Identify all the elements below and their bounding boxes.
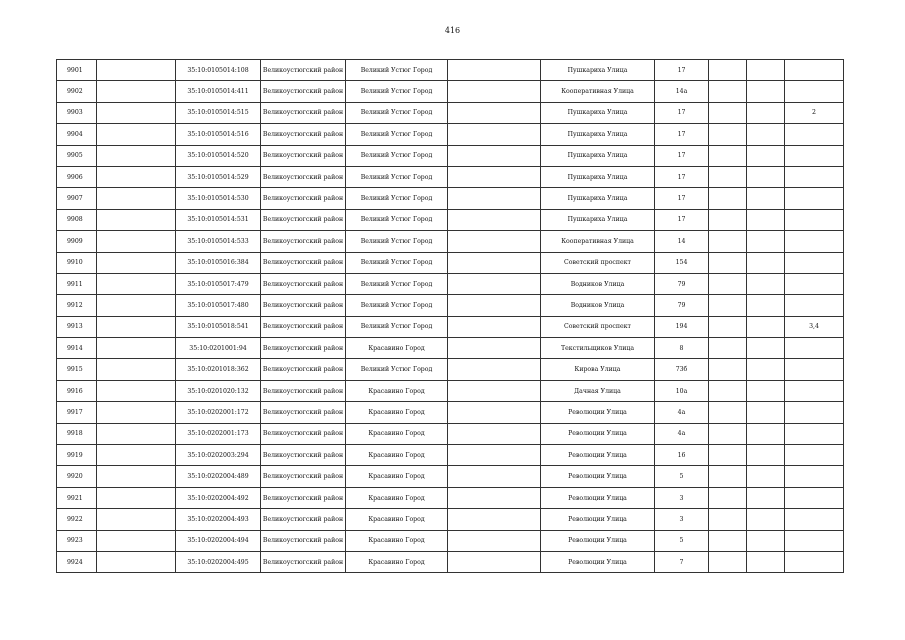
empty-cell bbox=[709, 273, 747, 294]
district-cell: Великоустюгский район bbox=[261, 166, 346, 187]
empty-cell bbox=[448, 338, 541, 359]
settlement-cell: Великий Устюг Город bbox=[346, 145, 448, 166]
empty-cell bbox=[709, 402, 747, 423]
house-number-cell: 8 bbox=[655, 338, 709, 359]
empty-cell bbox=[709, 380, 747, 401]
street-cell: Водников Улица bbox=[541, 295, 655, 316]
empty-cell bbox=[448, 509, 541, 530]
district-cell: Великоустюгский район bbox=[261, 509, 346, 530]
table-row bbox=[57, 530, 844, 551]
empty-cell bbox=[709, 188, 747, 209]
empty-cell bbox=[97, 231, 176, 252]
empty-cell bbox=[747, 530, 785, 551]
settlement-cell: Великий Устюг Город bbox=[346, 166, 448, 187]
district-cell: Великоустюгский район bbox=[261, 551, 346, 572]
empty-cell bbox=[709, 466, 747, 487]
apartment-cell bbox=[785, 487, 844, 508]
empty-cell bbox=[97, 188, 176, 209]
table-row bbox=[57, 316, 844, 337]
empty-cell bbox=[747, 466, 785, 487]
house-number-cell: 5 bbox=[655, 466, 709, 487]
empty-cell bbox=[97, 273, 176, 294]
cadastral-number-cell: 35:10:0105014:516 bbox=[176, 124, 261, 145]
district-cell: Великоустюгский район bbox=[261, 145, 346, 166]
house-number-cell: 17 bbox=[655, 145, 709, 166]
empty-cell bbox=[709, 145, 747, 166]
apartment-cell bbox=[785, 188, 844, 209]
empty-cell bbox=[448, 188, 541, 209]
table-row bbox=[57, 209, 844, 230]
street-cell: Революции Улица bbox=[541, 402, 655, 423]
house-number-cell: 3 bbox=[655, 509, 709, 530]
empty-cell bbox=[448, 487, 541, 508]
empty-cell bbox=[709, 209, 747, 230]
empty-cell bbox=[448, 295, 541, 316]
empty-cell bbox=[747, 551, 785, 572]
cadastral-number-cell: 35:10:0105014:530 bbox=[176, 188, 261, 209]
empty-cell bbox=[448, 166, 541, 187]
empty-cell bbox=[709, 81, 747, 102]
house-number-cell: 5 bbox=[655, 530, 709, 551]
cadastral-number-cell: 35:10:0202004:492 bbox=[176, 487, 261, 508]
district-cell: Великоустюгский район bbox=[261, 445, 346, 466]
row-number-cell: 9920 bbox=[57, 466, 97, 487]
settlement-cell: Красавино Город bbox=[346, 338, 448, 359]
apartment-cell bbox=[785, 166, 844, 187]
row-number-cell: 9903 bbox=[57, 102, 97, 123]
settlement-cell: Великий Устюг Город bbox=[346, 273, 448, 294]
row-number-cell: 9910 bbox=[57, 252, 97, 273]
empty-cell bbox=[97, 402, 176, 423]
street-cell: Пушкарихa Улица bbox=[541, 209, 655, 230]
table-row bbox=[57, 145, 844, 166]
apartment-cell bbox=[785, 273, 844, 294]
apartment-cell: 2 bbox=[785, 102, 844, 123]
empty-cell bbox=[709, 359, 747, 380]
empty-cell bbox=[97, 445, 176, 466]
empty-cell bbox=[448, 273, 541, 294]
house-number-cell: 194 bbox=[655, 316, 709, 337]
cadastral-number-cell: 35:10:0105014:515 bbox=[176, 102, 261, 123]
row-number-cell: 9923 bbox=[57, 530, 97, 551]
street-cell: Революции Улица bbox=[541, 423, 655, 444]
district-cell: Великоустюгский район bbox=[261, 466, 346, 487]
street-cell: Пушкарихa Улица bbox=[541, 145, 655, 166]
table-row bbox=[57, 188, 844, 209]
empty-cell bbox=[97, 509, 176, 530]
row-number-cell: 9908 bbox=[57, 209, 97, 230]
empty-cell bbox=[747, 359, 785, 380]
settlement-cell: Великий Устюг Город bbox=[346, 295, 448, 316]
empty-cell bbox=[448, 445, 541, 466]
cadastral-number-cell: 35:10:0202001:172 bbox=[176, 402, 261, 423]
table-row bbox=[57, 445, 844, 466]
house-number-cell: 14 bbox=[655, 231, 709, 252]
empty-cell bbox=[97, 380, 176, 401]
street-cell: Революции Улица bbox=[541, 487, 655, 508]
house-number-cell: 79 bbox=[655, 295, 709, 316]
settlement-cell: Красавино Город bbox=[346, 445, 448, 466]
cadastral-number-cell: 35:10:0105018:541 bbox=[176, 316, 261, 337]
district-cell: Великоустюгский район bbox=[261, 102, 346, 123]
empty-cell bbox=[448, 231, 541, 252]
empty-cell bbox=[747, 445, 785, 466]
house-number-cell: 17 bbox=[655, 209, 709, 230]
empty-cell bbox=[97, 60, 176, 81]
empty-cell bbox=[448, 209, 541, 230]
empty-cell bbox=[709, 60, 747, 81]
house-number-cell: 17 bbox=[655, 60, 709, 81]
empty-cell bbox=[747, 423, 785, 444]
district-cell: Великоустюгский район bbox=[261, 338, 346, 359]
cadastral-number-cell: 35:10:0202004:493 bbox=[176, 509, 261, 530]
table-row bbox=[57, 252, 844, 273]
street-cell: Кирова Улица bbox=[541, 359, 655, 380]
empty-cell bbox=[709, 316, 747, 337]
row-number-cell: 9917 bbox=[57, 402, 97, 423]
street-cell: Советский проспект bbox=[541, 316, 655, 337]
empty-cell bbox=[709, 423, 747, 444]
apartment-cell bbox=[785, 509, 844, 530]
empty-cell bbox=[97, 530, 176, 551]
cadastral-number-cell: 35:10:0105014:531 bbox=[176, 209, 261, 230]
settlement-cell: Великий Устюг Город bbox=[346, 209, 448, 230]
empty-cell bbox=[97, 102, 176, 123]
district-cell: Великоустюгский район bbox=[261, 60, 346, 81]
row-number-cell: 9905 bbox=[57, 145, 97, 166]
apartment-cell bbox=[785, 252, 844, 273]
settlement-cell: Красавино Город bbox=[346, 423, 448, 444]
street-cell: Кооперативная Улица bbox=[541, 231, 655, 252]
apartment-cell bbox=[785, 338, 844, 359]
cadastral-number-cell: 35:10:0105017:480 bbox=[176, 295, 261, 316]
cadastral-number-cell: 35:10:0202004:494 bbox=[176, 530, 261, 551]
apartment-cell bbox=[785, 423, 844, 444]
row-number-cell: 9921 bbox=[57, 487, 97, 508]
settlement-cell: Великий Устюг Город bbox=[346, 316, 448, 337]
apartment-cell bbox=[785, 145, 844, 166]
district-cell: Великоустюгский район bbox=[261, 124, 346, 145]
cadastral-number-cell: 35:10:0202003:294 bbox=[176, 445, 261, 466]
empty-cell bbox=[747, 188, 785, 209]
empty-cell bbox=[747, 145, 785, 166]
row-number-cell: 9909 bbox=[57, 231, 97, 252]
cadastral-number-cell: 35:10:0105016:384 bbox=[176, 252, 261, 273]
house-number-cell: 17 bbox=[655, 166, 709, 187]
settlement-cell: Красавино Город bbox=[346, 380, 448, 401]
district-cell: Великоустюгский район bbox=[261, 316, 346, 337]
empty-cell bbox=[97, 359, 176, 380]
table-row bbox=[57, 124, 844, 145]
empty-cell bbox=[709, 231, 747, 252]
empty-cell bbox=[448, 60, 541, 81]
empty-cell bbox=[97, 295, 176, 316]
empty-cell bbox=[747, 209, 785, 230]
empty-cell bbox=[97, 423, 176, 444]
street-cell: Революции Улица bbox=[541, 551, 655, 572]
table-row bbox=[57, 60, 844, 81]
street-cell: Советский проспект bbox=[541, 252, 655, 273]
street-cell: Пушкарихa Улица bbox=[541, 188, 655, 209]
apartment-cell: 3,4 bbox=[785, 316, 844, 337]
row-number-cell: 9912 bbox=[57, 295, 97, 316]
district-cell: Великоустюгский район bbox=[261, 402, 346, 423]
house-number-cell: 4а bbox=[655, 423, 709, 444]
cadastral-number-cell: 35:10:0105014:520 bbox=[176, 145, 261, 166]
house-number-cell: 3 bbox=[655, 487, 709, 508]
district-cell: Великоустюгский район bbox=[261, 231, 346, 252]
row-number-cell: 9902 bbox=[57, 81, 97, 102]
empty-cell bbox=[448, 380, 541, 401]
apartment-cell bbox=[785, 359, 844, 380]
row-number-cell: 9906 bbox=[57, 166, 97, 187]
district-cell: Великоустюгский район bbox=[261, 530, 346, 551]
empty-cell bbox=[747, 402, 785, 423]
settlement-cell: Великий Устюг Город bbox=[346, 359, 448, 380]
apartment-cell bbox=[785, 124, 844, 145]
house-number-cell: 17 bbox=[655, 188, 709, 209]
empty-cell bbox=[747, 231, 785, 252]
district-cell: Великоустюгский район bbox=[261, 209, 346, 230]
empty-cell bbox=[97, 551, 176, 572]
empty-cell bbox=[448, 402, 541, 423]
table-row bbox=[57, 466, 844, 487]
district-cell: Великоустюгский район bbox=[261, 359, 346, 380]
empty-cell bbox=[448, 81, 541, 102]
apartment-cell bbox=[785, 295, 844, 316]
settlement-cell: Великий Устюг Город bbox=[346, 81, 448, 102]
district-cell: Великоустюгский район bbox=[261, 188, 346, 209]
house-number-cell: 4а bbox=[655, 402, 709, 423]
empty-cell bbox=[448, 551, 541, 572]
empty-cell bbox=[747, 273, 785, 294]
empty-cell bbox=[97, 145, 176, 166]
settlement-cell: Великий Устюг Город bbox=[346, 102, 448, 123]
empty-cell bbox=[747, 487, 785, 508]
cadastral-number-cell: 35:10:0105014:529 bbox=[176, 166, 261, 187]
settlement-cell: Красавино Город bbox=[346, 551, 448, 572]
empty-cell bbox=[97, 81, 176, 102]
house-number-cell: 154 bbox=[655, 252, 709, 273]
row-number-cell: 9922 bbox=[57, 509, 97, 530]
row-number-cell: 9916 bbox=[57, 380, 97, 401]
settlement-cell: Красавино Город bbox=[346, 487, 448, 508]
apartment-cell bbox=[785, 231, 844, 252]
table-row bbox=[57, 423, 844, 444]
district-cell: Великоустюгский район bbox=[261, 295, 346, 316]
street-cell: Водников Улица bbox=[541, 273, 655, 294]
empty-cell bbox=[709, 102, 747, 123]
apartment-cell bbox=[785, 445, 844, 466]
empty-cell bbox=[97, 487, 176, 508]
table-row bbox=[57, 102, 844, 123]
street-cell: Революции Улица bbox=[541, 466, 655, 487]
cadastral-number-cell: 35:10:0105014:108 bbox=[176, 60, 261, 81]
street-cell: Пушкарихa Улица bbox=[541, 166, 655, 187]
empty-cell bbox=[747, 124, 785, 145]
empty-cell bbox=[448, 359, 541, 380]
district-cell: Великоустюгский район bbox=[261, 487, 346, 508]
settlement-cell: Красавино Город bbox=[346, 530, 448, 551]
district-cell: Великоустюгский район bbox=[261, 252, 346, 273]
empty-cell bbox=[97, 209, 176, 230]
empty-cell bbox=[709, 445, 747, 466]
empty-cell bbox=[448, 466, 541, 487]
empty-cell bbox=[97, 338, 176, 359]
street-cell: Революции Улица bbox=[541, 509, 655, 530]
empty-cell bbox=[97, 166, 176, 187]
empty-cell bbox=[747, 252, 785, 273]
settlement-cell: Красавино Город bbox=[346, 509, 448, 530]
empty-cell bbox=[97, 466, 176, 487]
empty-cell bbox=[448, 530, 541, 551]
row-number-cell: 9913 bbox=[57, 316, 97, 337]
table-row bbox=[57, 380, 844, 401]
cadastral-number-cell: 35:10:0201001:94 bbox=[176, 338, 261, 359]
empty-cell bbox=[747, 60, 785, 81]
settlement-cell: Красавино Город bbox=[346, 402, 448, 423]
empty-cell bbox=[709, 124, 747, 145]
cadastral-number-cell: 35:10:0105017:479 bbox=[176, 273, 261, 294]
apartment-cell bbox=[785, 60, 844, 81]
apartment-cell bbox=[785, 402, 844, 423]
table-row bbox=[57, 487, 844, 508]
cadastral-number-cell: 35:10:0201018:362 bbox=[176, 359, 261, 380]
empty-cell bbox=[709, 551, 747, 572]
empty-cell bbox=[448, 102, 541, 123]
empty-cell bbox=[709, 338, 747, 359]
district-cell: Великоустюгский район bbox=[261, 81, 346, 102]
settlement-cell: Великий Устюг Город bbox=[346, 188, 448, 209]
table-row bbox=[57, 295, 844, 316]
cadastral-number-cell: 35:10:0105014:411 bbox=[176, 81, 261, 102]
district-cell: Великоустюгский район bbox=[261, 380, 346, 401]
settlement-cell: Великий Устюг Город bbox=[346, 252, 448, 273]
street-cell: Пушкарихa Улица bbox=[541, 124, 655, 145]
row-number-cell: 9907 bbox=[57, 188, 97, 209]
table-row bbox=[57, 81, 844, 102]
street-cell: Революции Улица bbox=[541, 445, 655, 466]
cadastral-number-cell: 35:10:0202004:489 bbox=[176, 466, 261, 487]
house-number-cell: 10а bbox=[655, 380, 709, 401]
settlement-cell: Красавино Город bbox=[346, 466, 448, 487]
apartment-cell bbox=[785, 466, 844, 487]
empty-cell bbox=[709, 166, 747, 187]
table-row bbox=[57, 551, 844, 572]
cadastral-number-cell: 35:10:0105014:533 bbox=[176, 231, 261, 252]
house-number-cell: 16 bbox=[655, 445, 709, 466]
empty-cell bbox=[747, 380, 785, 401]
empty-cell bbox=[747, 166, 785, 187]
apartment-cell bbox=[785, 380, 844, 401]
table-row bbox=[57, 338, 844, 359]
empty-cell bbox=[709, 487, 747, 508]
apartment-cell bbox=[785, 530, 844, 551]
apartment-cell bbox=[785, 81, 844, 102]
table-row bbox=[57, 231, 844, 252]
street-cell: Текстильщиков Улица bbox=[541, 338, 655, 359]
street-cell: Кооперативная Улица bbox=[541, 81, 655, 102]
row-number-cell: 9924 bbox=[57, 551, 97, 572]
street-cell: Пушкарихa Улица bbox=[541, 102, 655, 123]
empty-cell bbox=[448, 252, 541, 273]
empty-cell bbox=[448, 316, 541, 337]
row-number-cell: 9901 bbox=[57, 60, 97, 81]
empty-cell bbox=[97, 124, 176, 145]
empty-cell bbox=[747, 509, 785, 530]
row-number-cell: 9915 bbox=[57, 359, 97, 380]
empty-cell bbox=[97, 252, 176, 273]
house-number-cell: 17 bbox=[655, 124, 709, 145]
empty-cell bbox=[747, 338, 785, 359]
settlement-cell: Великий Устюг Город bbox=[346, 124, 448, 145]
empty-cell bbox=[709, 509, 747, 530]
registry-table bbox=[56, 59, 844, 573]
house-number-cell: 14а bbox=[655, 81, 709, 102]
empty-cell bbox=[448, 423, 541, 444]
row-number-cell: 9911 bbox=[57, 273, 97, 294]
cadastral-number-cell: 35:10:0201020:132 bbox=[176, 380, 261, 401]
settlement-cell: Великий Устюг Город bbox=[346, 231, 448, 252]
table-row bbox=[57, 166, 844, 187]
settlement-cell: Великий Устюг Город bbox=[346, 60, 448, 81]
empty-cell bbox=[709, 252, 747, 273]
house-number-cell: 73б bbox=[655, 359, 709, 380]
row-number-cell: 9914 bbox=[57, 338, 97, 359]
empty-cell bbox=[709, 295, 747, 316]
row-number-cell: 9904 bbox=[57, 124, 97, 145]
table-row bbox=[57, 359, 844, 380]
empty-cell bbox=[747, 295, 785, 316]
empty-cell bbox=[747, 102, 785, 123]
empty-cell bbox=[97, 316, 176, 337]
street-cell: Революции Улица bbox=[541, 530, 655, 551]
empty-cell bbox=[747, 81, 785, 102]
empty-cell bbox=[747, 316, 785, 337]
cadastral-number-cell: 35:10:0202001:173 bbox=[176, 423, 261, 444]
row-number-cell: 9918 bbox=[57, 423, 97, 444]
empty-cell bbox=[709, 530, 747, 551]
row-number-cell: 9919 bbox=[57, 445, 97, 466]
apartment-cell bbox=[785, 551, 844, 572]
street-cell: Дачная Улица bbox=[541, 380, 655, 401]
table-body bbox=[57, 60, 844, 573]
house-number-cell: 17 bbox=[655, 102, 709, 123]
district-cell: Великоустюгский район bbox=[261, 423, 346, 444]
cadastral-number-cell: 35:10:0202004:495 bbox=[176, 551, 261, 572]
table-row bbox=[57, 402, 844, 423]
district-cell: Великоустюгский район bbox=[261, 273, 346, 294]
street-cell: Пушкарихa Улица bbox=[541, 60, 655, 81]
table-row bbox=[57, 509, 844, 530]
page-number: 416 bbox=[444, 26, 461, 35]
table-row bbox=[57, 273, 844, 294]
apartment-cell bbox=[785, 209, 844, 230]
house-number-cell: 7 bbox=[655, 551, 709, 572]
empty-cell bbox=[448, 145, 541, 166]
house-number-cell: 79 bbox=[655, 273, 709, 294]
empty-cell bbox=[448, 124, 541, 145]
